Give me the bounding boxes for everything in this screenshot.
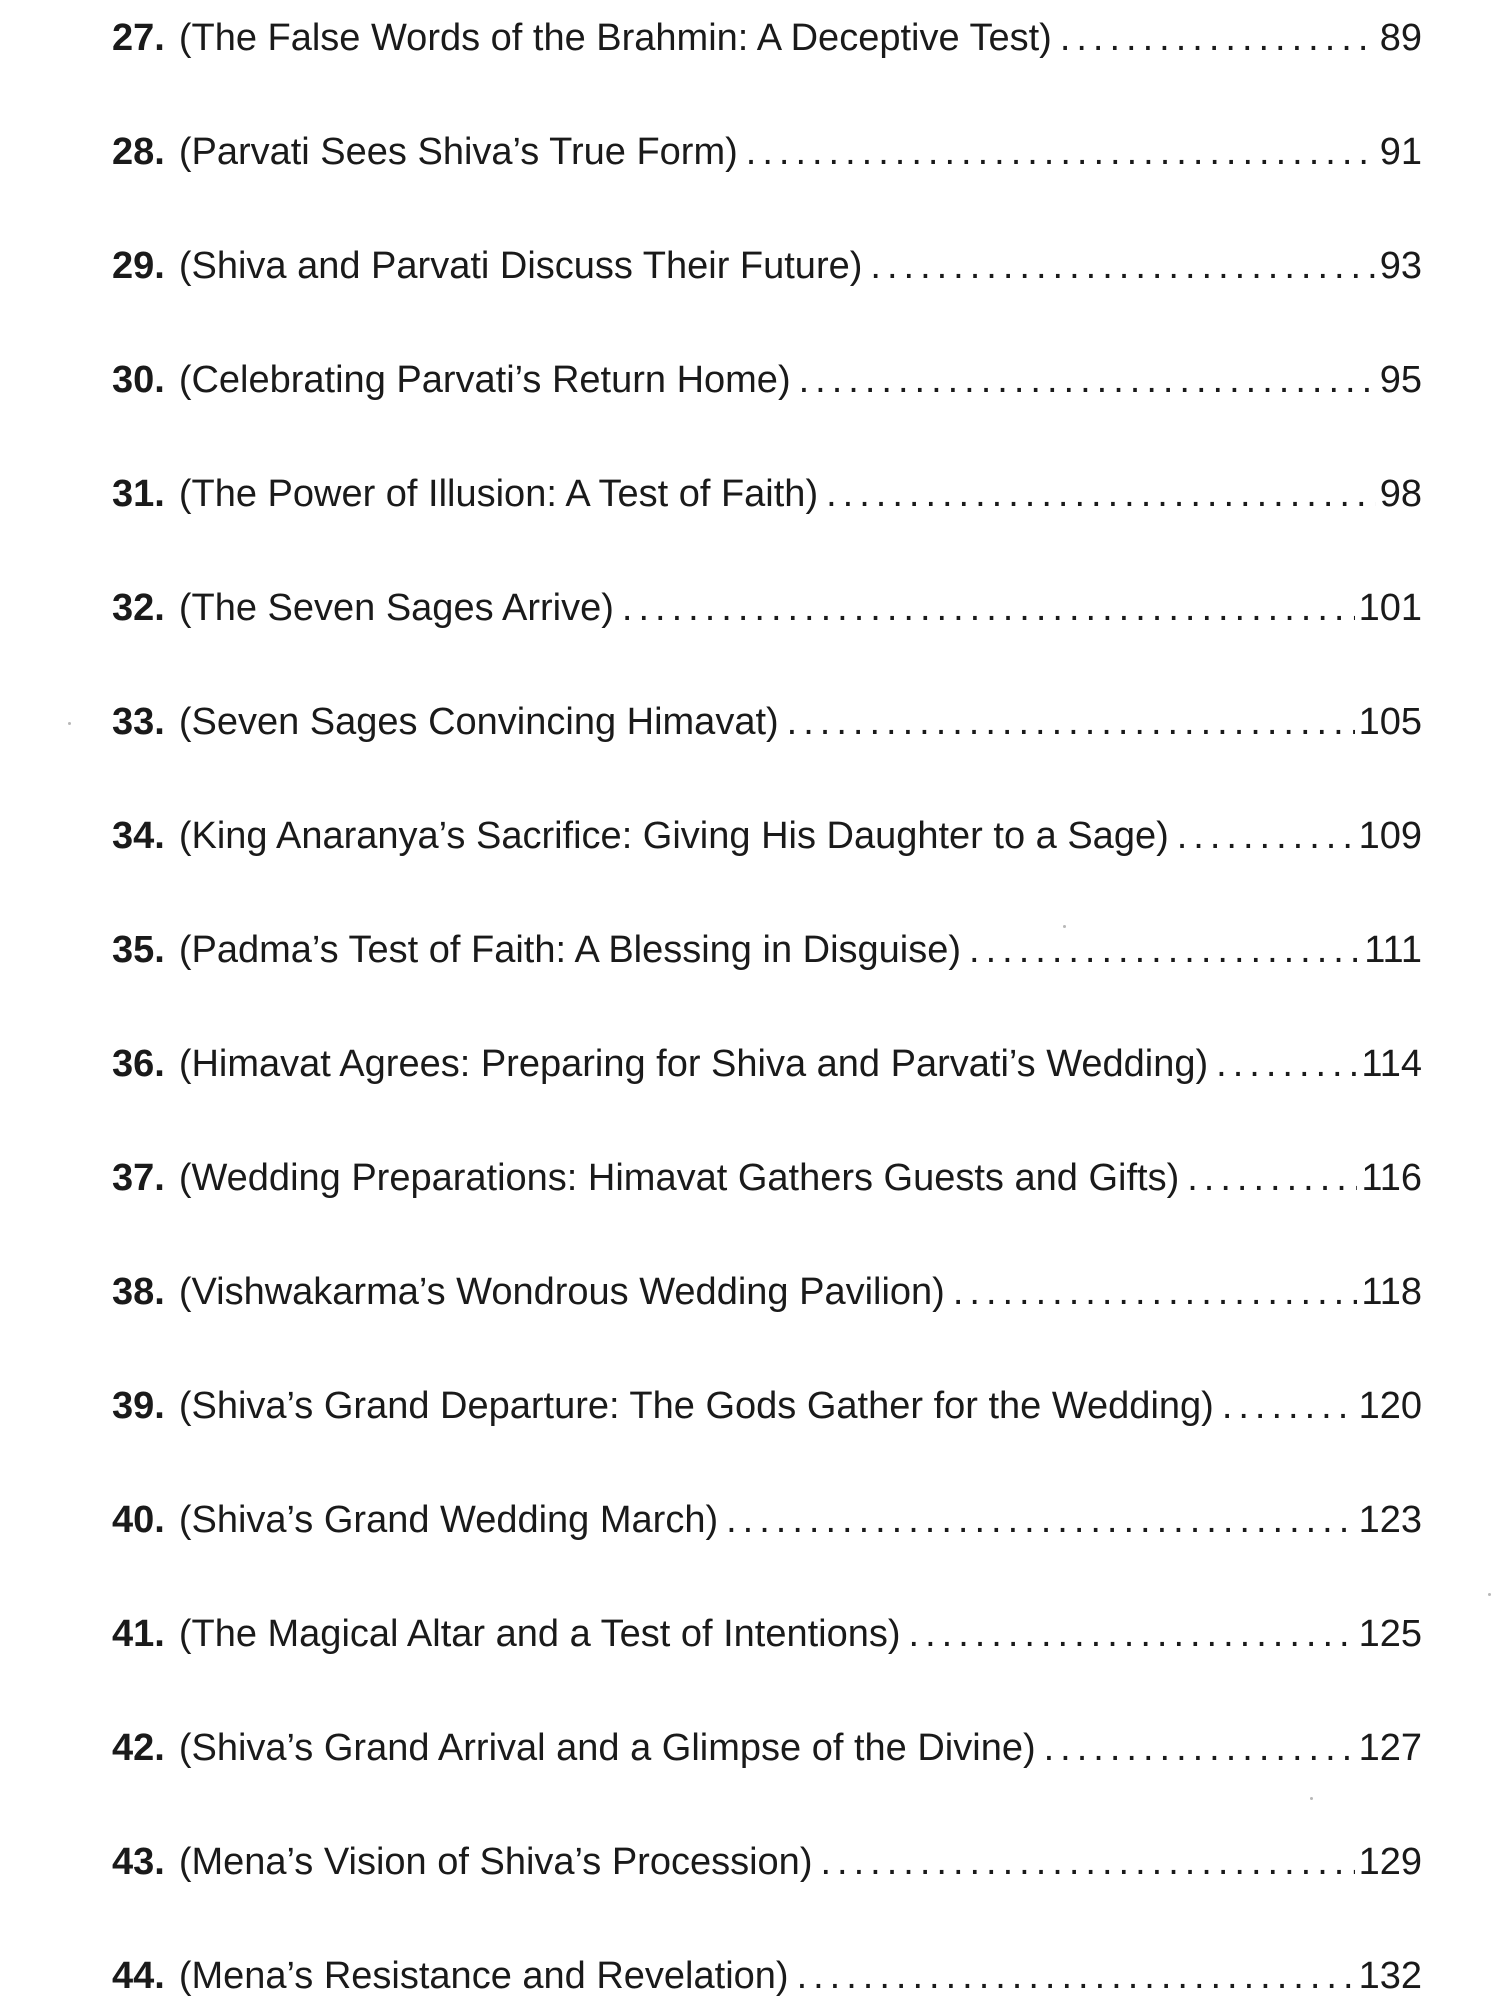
entry-page-number: 120: [1358, 1385, 1422, 1427]
entry-number: 37.: [112, 1157, 165, 1199]
dot-leader: [1060, 8, 1376, 68]
entry-page-number: 89: [1379, 17, 1422, 59]
entry-page-number: 118: [1361, 1271, 1422, 1313]
entry-number: 28.: [112, 131, 165, 173]
entry-title: (Celebrating Parvati’s Return Home): [178, 359, 791, 401]
entry-number: 42.: [112, 1727, 165, 1769]
entry-number: 34.: [112, 815, 165, 857]
dot-leader: [1222, 1376, 1355, 1436]
entry-number: 32.: [112, 587, 165, 629]
toc-entry: [112, 1946, 1422, 2006]
dot-leader: [826, 464, 1376, 524]
entry-page-number: 105: [1358, 701, 1422, 743]
entry-number: 44.: [112, 1955, 165, 1997]
entry-page-number: 98: [1379, 473, 1422, 515]
entry-title: (Shiva’s Grand Arrival and a Glimpse of the Divine): [178, 1727, 1036, 1769]
entry-page-number: 116: [1361, 1157, 1422, 1199]
toc-entry: [112, 920, 1422, 980]
dot-leader: [797, 1946, 1355, 2006]
dot-leader: [1044, 1718, 1355, 1778]
entry-number: 41.: [112, 1613, 165, 1655]
toc-entry: [112, 1148, 1422, 1208]
entry-page-number: 95: [1379, 359, 1422, 401]
toc-entry: [112, 1034, 1422, 1094]
entry-page-number: 129: [1358, 1841, 1422, 1883]
toc-entry: [112, 350, 1422, 410]
entry-page-number: 91: [1379, 131, 1422, 173]
toc-entry: [112, 1832, 1422, 1892]
entry-number: 38.: [112, 1271, 165, 1313]
entry-number: 27.: [112, 17, 165, 59]
dot-leader: [1216, 1034, 1357, 1094]
toc-entry: [112, 578, 1422, 638]
dot-leader: [726, 1490, 1354, 1550]
entry-number: 31.: [112, 473, 165, 515]
dot-leader: [870, 236, 1375, 296]
dot-leader: [1177, 806, 1355, 866]
entry-page-number: 111: [1364, 929, 1422, 971]
entry-title: (Wedding Preparations: Himavat Gathers Guests and Gifts): [178, 1157, 1180, 1199]
entry-page-number: 127: [1358, 1727, 1422, 1769]
entry-title: (Shiva and Parvati Discuss Their Future): [178, 245, 863, 287]
dot-leader: [909, 1604, 1355, 1664]
dot-leader: [799, 350, 1376, 410]
dot-leader: [746, 122, 1376, 182]
toc-entry: [112, 1718, 1422, 1778]
entry-page-number: 101: [1358, 587, 1422, 629]
entry-title: (Shiva’s Grand Wedding March): [178, 1499, 719, 1541]
scan-speck: [1310, 1797, 1313, 1800]
entry-title: (The Power of Illusion: A Test of Faith): [178, 473, 819, 515]
dot-leader: [1187, 1148, 1357, 1208]
entry-title: (The Magical Altar and a Test of Intentions): [178, 1613, 901, 1655]
toc-entry: [112, 1604, 1422, 1664]
entry-title: (The False Words of the Brahmin: A Deceptive Test): [178, 17, 1052, 59]
dot-leader: [953, 1262, 1358, 1322]
dot-leader: [820, 1832, 1354, 1892]
toc-entry: [112, 1262, 1422, 1322]
entry-title: (Shiva’s Grand Departure: The Gods Gather for the Wedding): [178, 1385, 1214, 1427]
entry-title: (The Seven Sages Arrive): [178, 587, 614, 629]
scan-speck: [68, 722, 71, 725]
entry-page-number: 109: [1358, 815, 1422, 857]
scan-speck: [1063, 925, 1066, 928]
entry-page-number: 132: [1358, 1955, 1422, 1997]
entry-number: 43.: [112, 1841, 165, 1883]
entry-title: (Himavat Agrees: Preparing for Shiva and Parvati’s Wedding): [178, 1043, 1209, 1085]
toc-entry: [112, 122, 1422, 182]
entry-title: (Parvati Sees Shiva’s True Form): [178, 131, 738, 173]
entry-page-number: 114: [1361, 1043, 1422, 1085]
entry-title: (Mena’s Vision of Shiva’s Procession): [178, 1841, 813, 1883]
entry-page-number: 93: [1379, 245, 1422, 287]
entry-page-number: 125: [1358, 1613, 1422, 1655]
entry-title: (Mena’s Resistance and Revelation): [178, 1955, 789, 1997]
toc-entry: [112, 692, 1422, 752]
entry-title: (Seven Sages Convincing Himavat): [178, 701, 779, 743]
entry-page-number: 123: [1358, 1499, 1422, 1541]
toc-entry: [112, 8, 1422, 68]
scan-speck: [1488, 1593, 1491, 1596]
toc-entry: [112, 1490, 1422, 1550]
toc-entry: [112, 1376, 1422, 1436]
dot-leader: [969, 920, 1360, 980]
toc-entry: [112, 806, 1422, 866]
toc-entry: [112, 236, 1422, 296]
dot-leader: [622, 578, 1355, 638]
entry-number: 39.: [112, 1385, 165, 1427]
dot-leader: [787, 692, 1355, 752]
entry-number: 33.: [112, 701, 165, 743]
entry-title: (King Anaranya’s Sacrifice: Giving His Daughter to a Sage): [178, 815, 1169, 857]
entry-title: (Vishwakarma’s Wondrous Wedding Pavilion): [178, 1271, 945, 1313]
toc-entry: [112, 464, 1422, 524]
entry-number: 29.: [112, 245, 165, 287]
entry-title: (Padma’s Test of Faith: A Blessing in Disguise): [178, 929, 962, 971]
entry-number: 36.: [112, 1043, 165, 1085]
entry-number: 30.: [112, 359, 165, 401]
entry-number: 35.: [112, 929, 165, 971]
entry-number: 40.: [112, 1499, 165, 1541]
